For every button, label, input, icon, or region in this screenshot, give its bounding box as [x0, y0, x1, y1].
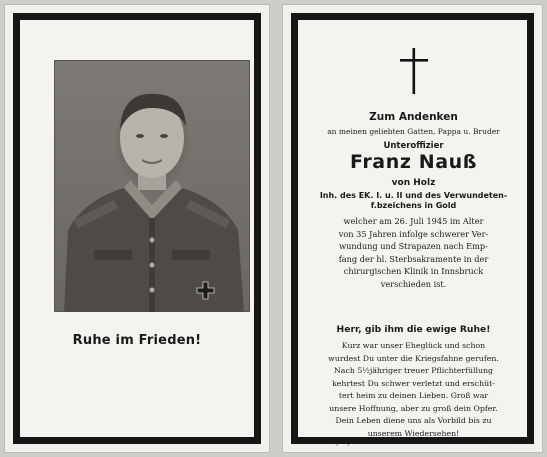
death-notice-line: welcher am 26. Juli 1945 im Alter: [343, 216, 484, 226]
prayer-line: Herr, gib ihm die ewige Ruhe!: [336, 324, 491, 335]
rank-title: Unteroffizier: [383, 141, 444, 151]
origin-place: von Holz: [391, 178, 436, 188]
death-notice-line: chirurgischen Klinik in Innsbruck: [343, 266, 484, 277]
tribute-line: Nach 5½jähriger treuer Pflichterfüllung: [333, 366, 494, 375]
death-notice-line: verschieden ist.: [380, 278, 447, 289]
dedication-text: an meinen geliebten Gatten, Pappa u. Bruder: [327, 127, 500, 136]
cross-icon: [400, 48, 428, 94]
tribute-line: tert heim zu deinen Lieben. Groß war: [338, 391, 489, 400]
death-notice-line: von 35 Jahren infolge schwerer Ver-: [338, 228, 489, 239]
tribute-line: unsere Hoffnung, aber zu groß dein Opfer.: [329, 403, 498, 413]
tribute-line: wurdest Du unter die Kriegsfahne gerufen.: [328, 353, 499, 363]
tribute-line: Kurz war unser Eheglück und schon: [341, 341, 486, 350]
tribute-line: Dein Leben diene uns als Vorbild bis zu: [335, 416, 492, 425]
print-number: 6230: [488, 438, 505, 446]
portrait-photo: [54, 60, 250, 312]
decorations-line-2: f.bzeichens in Gold: [370, 201, 457, 210]
left-card: [4, 4, 270, 453]
death-notice: [302, 215, 525, 291]
printer-credit: Außerferner Buchdruckerei Reutte: [328, 438, 444, 446]
rest-in-peace-caption: Ruhe im Frieden!: [72, 333, 202, 348]
tribute-line: unserem Wiedersehen!: [367, 428, 460, 438]
left-frame: [13, 13, 261, 444]
memorial-text-block: [298, 20, 529, 446]
right-card: [282, 4, 543, 453]
memorial-heading: Zum Andenken: [369, 111, 458, 123]
death-notice-line: fang der hl. Sterbsakramente in der: [338, 253, 489, 264]
tribute-text: [302, 340, 525, 440]
tribute-line: kehrtest Du schwer verletzt und erschüt-: [332, 378, 495, 388]
deceased-name: Franz Nauß: [349, 151, 478, 173]
decorations-line-1: Inh. des EK. I. u. II und des Verwundeten-: [319, 191, 508, 200]
death-notice-line: wundung und Strapazen nach Emp-: [339, 241, 488, 252]
